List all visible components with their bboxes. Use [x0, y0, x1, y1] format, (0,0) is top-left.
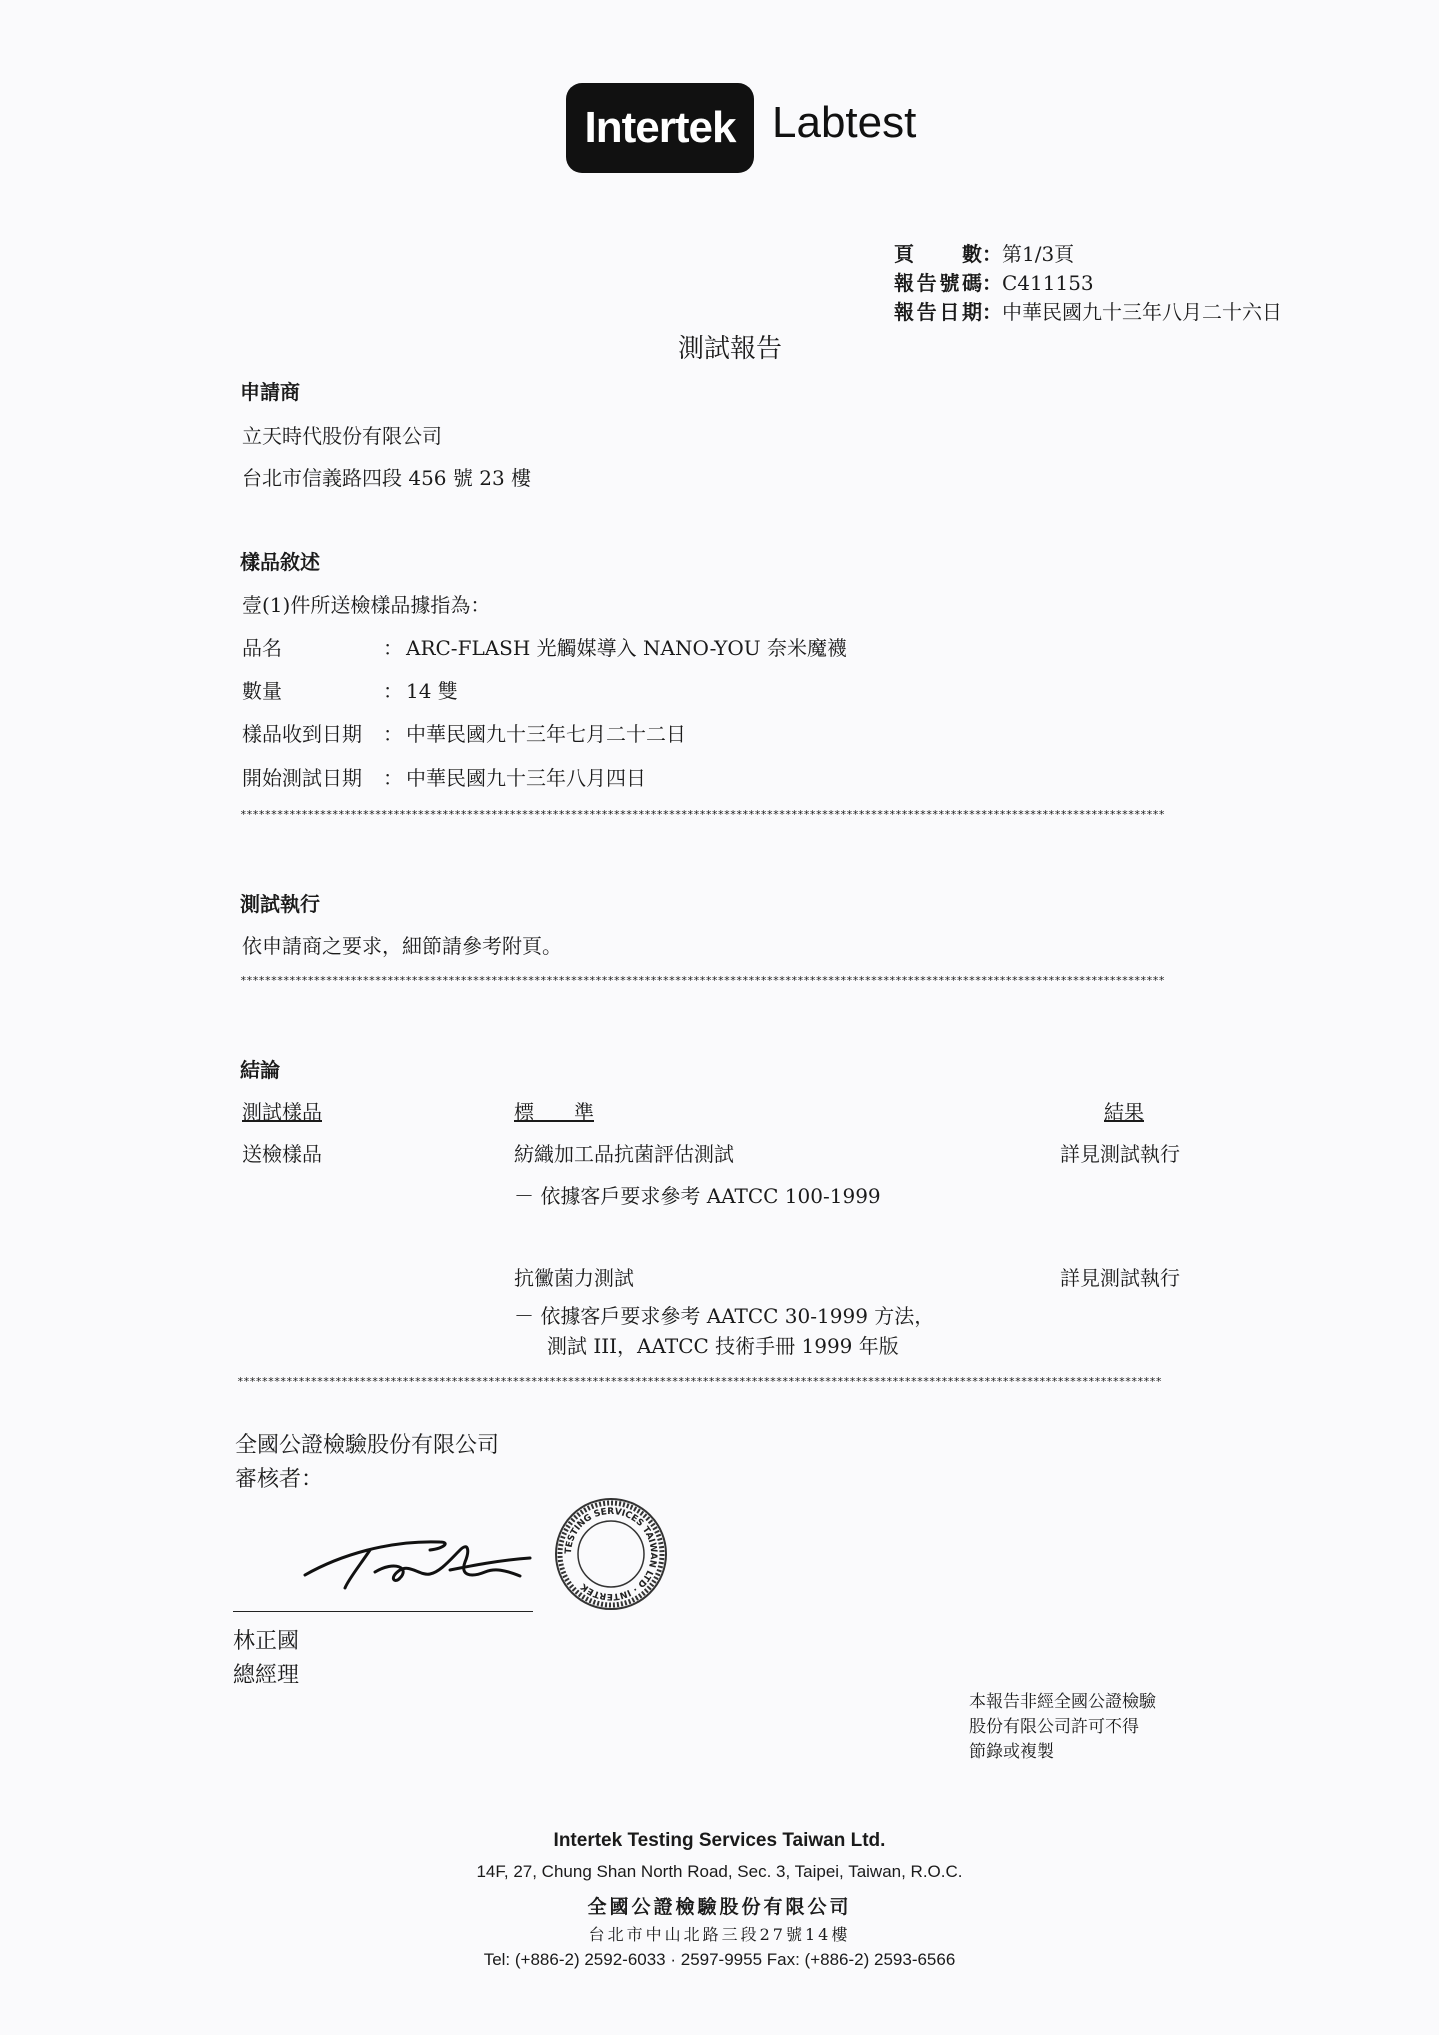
notice-line: 本報告非經全國公證檢驗 — [969, 1692, 1156, 1712]
intertek-logo — [566, 83, 754, 173]
sample-intro: 壹(1)件所送檢樣品據指為： — [242, 593, 491, 617]
separator: ******************************************************************************************************************************************************* — [237, 1375, 1162, 1388]
test-result: 詳見測試執行 — [1060, 1142, 1180, 1166]
test-detail: － 依據客戶要求參考 AATCC 100-1999 — [514, 1184, 881, 1208]
seal-text: TESTING SERVICES TAIWAN LTD · INTERTEK — [563, 1506, 659, 1602]
footer-company-en: Intertek Testing Services Taiwan Ltd. — [553, 1830, 886, 1851]
signature-line — [233, 1611, 533, 1612]
test-name: 抗黴菌力測試 — [514, 1266, 634, 1290]
company-seal — [553, 1496, 669, 1612]
col-result-header: 結果 — [1104, 1100, 1144, 1124]
sample-heading: 樣品敘述 — [240, 550, 320, 574]
report-title: 測試報告 — [678, 334, 783, 364]
report-meta: 頁 數：第1/3頁 報告號碼：C411153 報告日期：中華民國九十三年八月二十六日 — [894, 240, 1282, 327]
sample-row-colon: ： — [383, 636, 403, 660]
report-date-label: 報告日期 — [894, 300, 982, 324]
separator: ******************************************************************************************************************************************************* — [240, 808, 1165, 821]
footer-address-zh: 台北市中山北路三段27號14樓 — [588, 1925, 851, 1944]
sample-row-colon: ： — [383, 679, 403, 703]
test-detail: － 依據客戶要求參考 AATCC 30-1999 方法， — [514, 1304, 935, 1328]
logo-brand: Intertek — [584, 103, 736, 152]
conclusion-heading: 結論 — [240, 1058, 280, 1082]
applicant-company: 立天時代股份有限公司 — [242, 424, 442, 448]
sample-row-value: 14 雙 — [406, 679, 458, 703]
test-name: 紡織加工品抗菌評估測試 — [514, 1142, 734, 1166]
sample-row-value: 中華民國九十三年七月二十二日 — [406, 722, 686, 746]
notice-line: 股份有限公司許可不得 — [969, 1717, 1139, 1737]
execution-heading: 測試執行 — [240, 892, 320, 916]
separator: ******************************************************************************************************************************************************* — [240, 974, 1165, 987]
signature — [300, 1520, 540, 1600]
sample-row-label: 樣品收到日期 — [242, 722, 362, 746]
test-result: 詳見測試執行 — [1060, 1266, 1180, 1290]
col-sample-header: 測試樣品 — [242, 1100, 322, 1124]
logo-suffix: Labtest — [772, 98, 917, 147]
footer-address-en: 14F, 27, Chung Shan North Road, Sec. 3, Taipei, Taiwan, R.O.C. — [476, 1862, 963, 1881]
footer-contact: Tel: (+886-2) 2592-6033 · 2597-9955 Fax: (+886-2) 2593-6566 — [483, 1950, 956, 1969]
sample-row-label: 品名 — [242, 636, 282, 660]
test-detail: 測試 III，AATCC 技術手冊 1999 年版 — [547, 1334, 899, 1358]
signer-title: 總經理 — [233, 1663, 300, 1688]
sample-row-colon: ： — [383, 766, 403, 790]
report-no-value: C411153 — [1002, 271, 1094, 295]
signoff-company: 全國公證檢驗股份有限公司 — [235, 1433, 500, 1458]
sample-row-value: ARC-FLASH 光觸媒導入 NANO-YOU 奈米魔襪 — [406, 636, 847, 660]
signer-name: 林正國 — [233, 1629, 300, 1654]
report-no-label: 報告號碼 — [894, 271, 982, 295]
footer-company-zh: 全國公證檢驗股份有限公司 — [587, 1896, 852, 1918]
col-standard-header: 標 準 — [514, 1100, 594, 1124]
notice-line: 節錄或複製 — [969, 1742, 1054, 1762]
applicant-address: 台北市信義路四段 456 號 23 樓 — [242, 466, 532, 490]
page-value: 第1/3頁 — [1002, 242, 1075, 266]
report-date-value: 中華民國九十三年八月二十六日 — [1002, 300, 1282, 324]
reviewer-label: 審核者： — [235, 1467, 324, 1492]
applicant-heading: 申請商 — [240, 380, 300, 404]
sample-row-label: 開始測試日期 — [242, 766, 362, 790]
page-label: 頁 數 — [894, 242, 982, 266]
execution-text: 依申請商之要求，細節請參考附頁。 — [242, 934, 562, 958]
sample-name: 送檢樣品 — [242, 1142, 322, 1166]
reproduction-notice — [969, 1690, 1156, 1765]
sample-row-value: 中華民國九十三年八月四日 — [406, 766, 646, 790]
sample-row-label: 數量 — [242, 679, 282, 703]
sample-row-colon: ： — [383, 722, 403, 746]
